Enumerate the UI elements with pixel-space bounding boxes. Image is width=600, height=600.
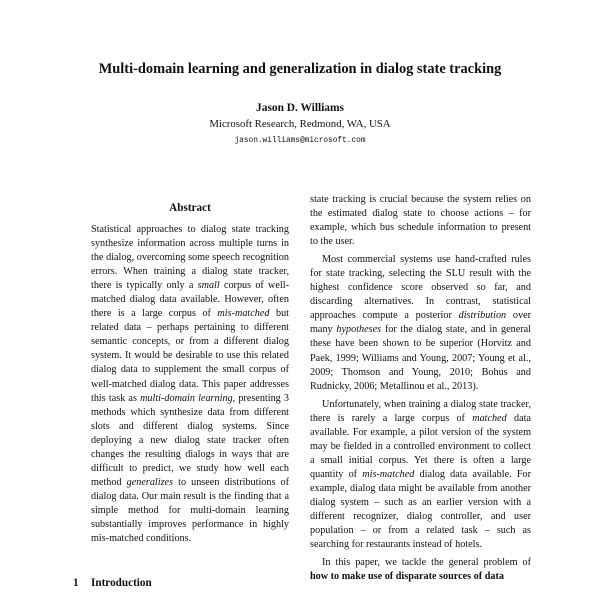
- text-run: data available. For example, a pilot version of the system may be fielded in a controlled environment to collect a small initial corpus. Yet there is often a large quantity of: [310, 412, 531, 480]
- paragraph: [310, 253, 531, 393]
- emphasis-text: matched: [472, 412, 507, 424]
- text-run: for the dialog state, and in general these have been shown to be superior (Horvitz and Paek, 1999; Williams and Young, 2007; Young et al., 2009; Thomson and Young, 2010; Bohus and Rudnicky, 2006; Metallinou et al., 2013).: [310, 324, 531, 392]
- emphasis-text: small: [197, 280, 220, 292]
- abstract-heading: Abstract: [169, 202, 211, 214]
- paragraph: [310, 398, 531, 553]
- paragraph: [310, 193, 531, 249]
- section-heading-introduction: [73, 576, 152, 590]
- text-run: Statistical approaches to dialog state tracking synthesize information across multiple turns in the dialog, overcoming some speech recognition errors. When training a dialog state tracker, there is typically only a: [91, 224, 289, 292]
- author-email: jason.williams@microsoft.com: [234, 137, 366, 145]
- text-run: , presenting 3 methods which synthesize data from different slots and different dialog systems. Since deploying a new dialog state tracker often changes the resulting dialogs in ways that are difficult to predict, we study how well each method: [91, 392, 290, 488]
- paper-title: Multi-domain learning and generalization in dialog state tracking: [98, 61, 502, 77]
- emphasis-text: generalizes: [126, 476, 174, 488]
- section-number: 1: [73, 577, 79, 589]
- author-name: Jason D. Williams: [256, 102, 344, 114]
- text-run: over many: [310, 310, 531, 336]
- text-run: Unfortunately, when training a dialog state tracker, there is rarely a large corpus of: [310, 398, 531, 424]
- right-column: [310, 193, 531, 584]
- abstract-section: [91, 201, 289, 546]
- emphasis-text: distribution: [458, 310, 507, 322]
- emphasis-text: mis-matched: [217, 308, 270, 320]
- abstract-body: [91, 223, 289, 546]
- section-title: Introduction: [91, 577, 152, 589]
- text-run: state tracking is crucial because the system relies on the estimated dialog state to choose actions – for example, which bus schedule information to present to the user.: [310, 194, 531, 248]
- text-run: Most commercial systems use hand-crafted rules for state tracking, selecting the SLU result with the highest confidence score observed so far, and discarding alternatives. In contrast, statistical approaches compute a posterior: [310, 254, 531, 322]
- bold-text: how to make use of disparate sources of data: [310, 571, 504, 583]
- paragraph: [310, 556, 531, 584]
- text-run: In this paper, we tackle the general problem of: [322, 557, 531, 569]
- emphasis-text: hypotheses: [336, 324, 382, 336]
- text-run: but related data – perhaps pertaining to different semantic concepts, or from a different dialog system. It would be desirable to use this related dialog data to supplement the small corpus of well-matched dialog data. This paper addresses this task as: [91, 308, 289, 404]
- text-run: corpus of well-matched dialog data available. However, often there is a large corpus of: [91, 280, 289, 320]
- text-run: to unseen distributions of dialog data. Our main result is the finding that a simple method for multi-domain learning substantially improves performance in highly mis-matched conditions.: [91, 476, 289, 545]
- emphasis-text: multi-domain learning: [140, 392, 233, 404]
- author-block: [0, 101, 600, 147]
- emphasis-text: mis-matched: [362, 468, 415, 480]
- text-run: dialog data available. For example, dialog data might be available from another dialog system – such as an earlier version with a different recognizer, dialog controller, and user population – or from a related task – such as searching for restaurants instead of hotels.: [310, 468, 531, 551]
- author-affiliation: Microsoft Research, Redmond, WA, USA: [209, 118, 391, 130]
